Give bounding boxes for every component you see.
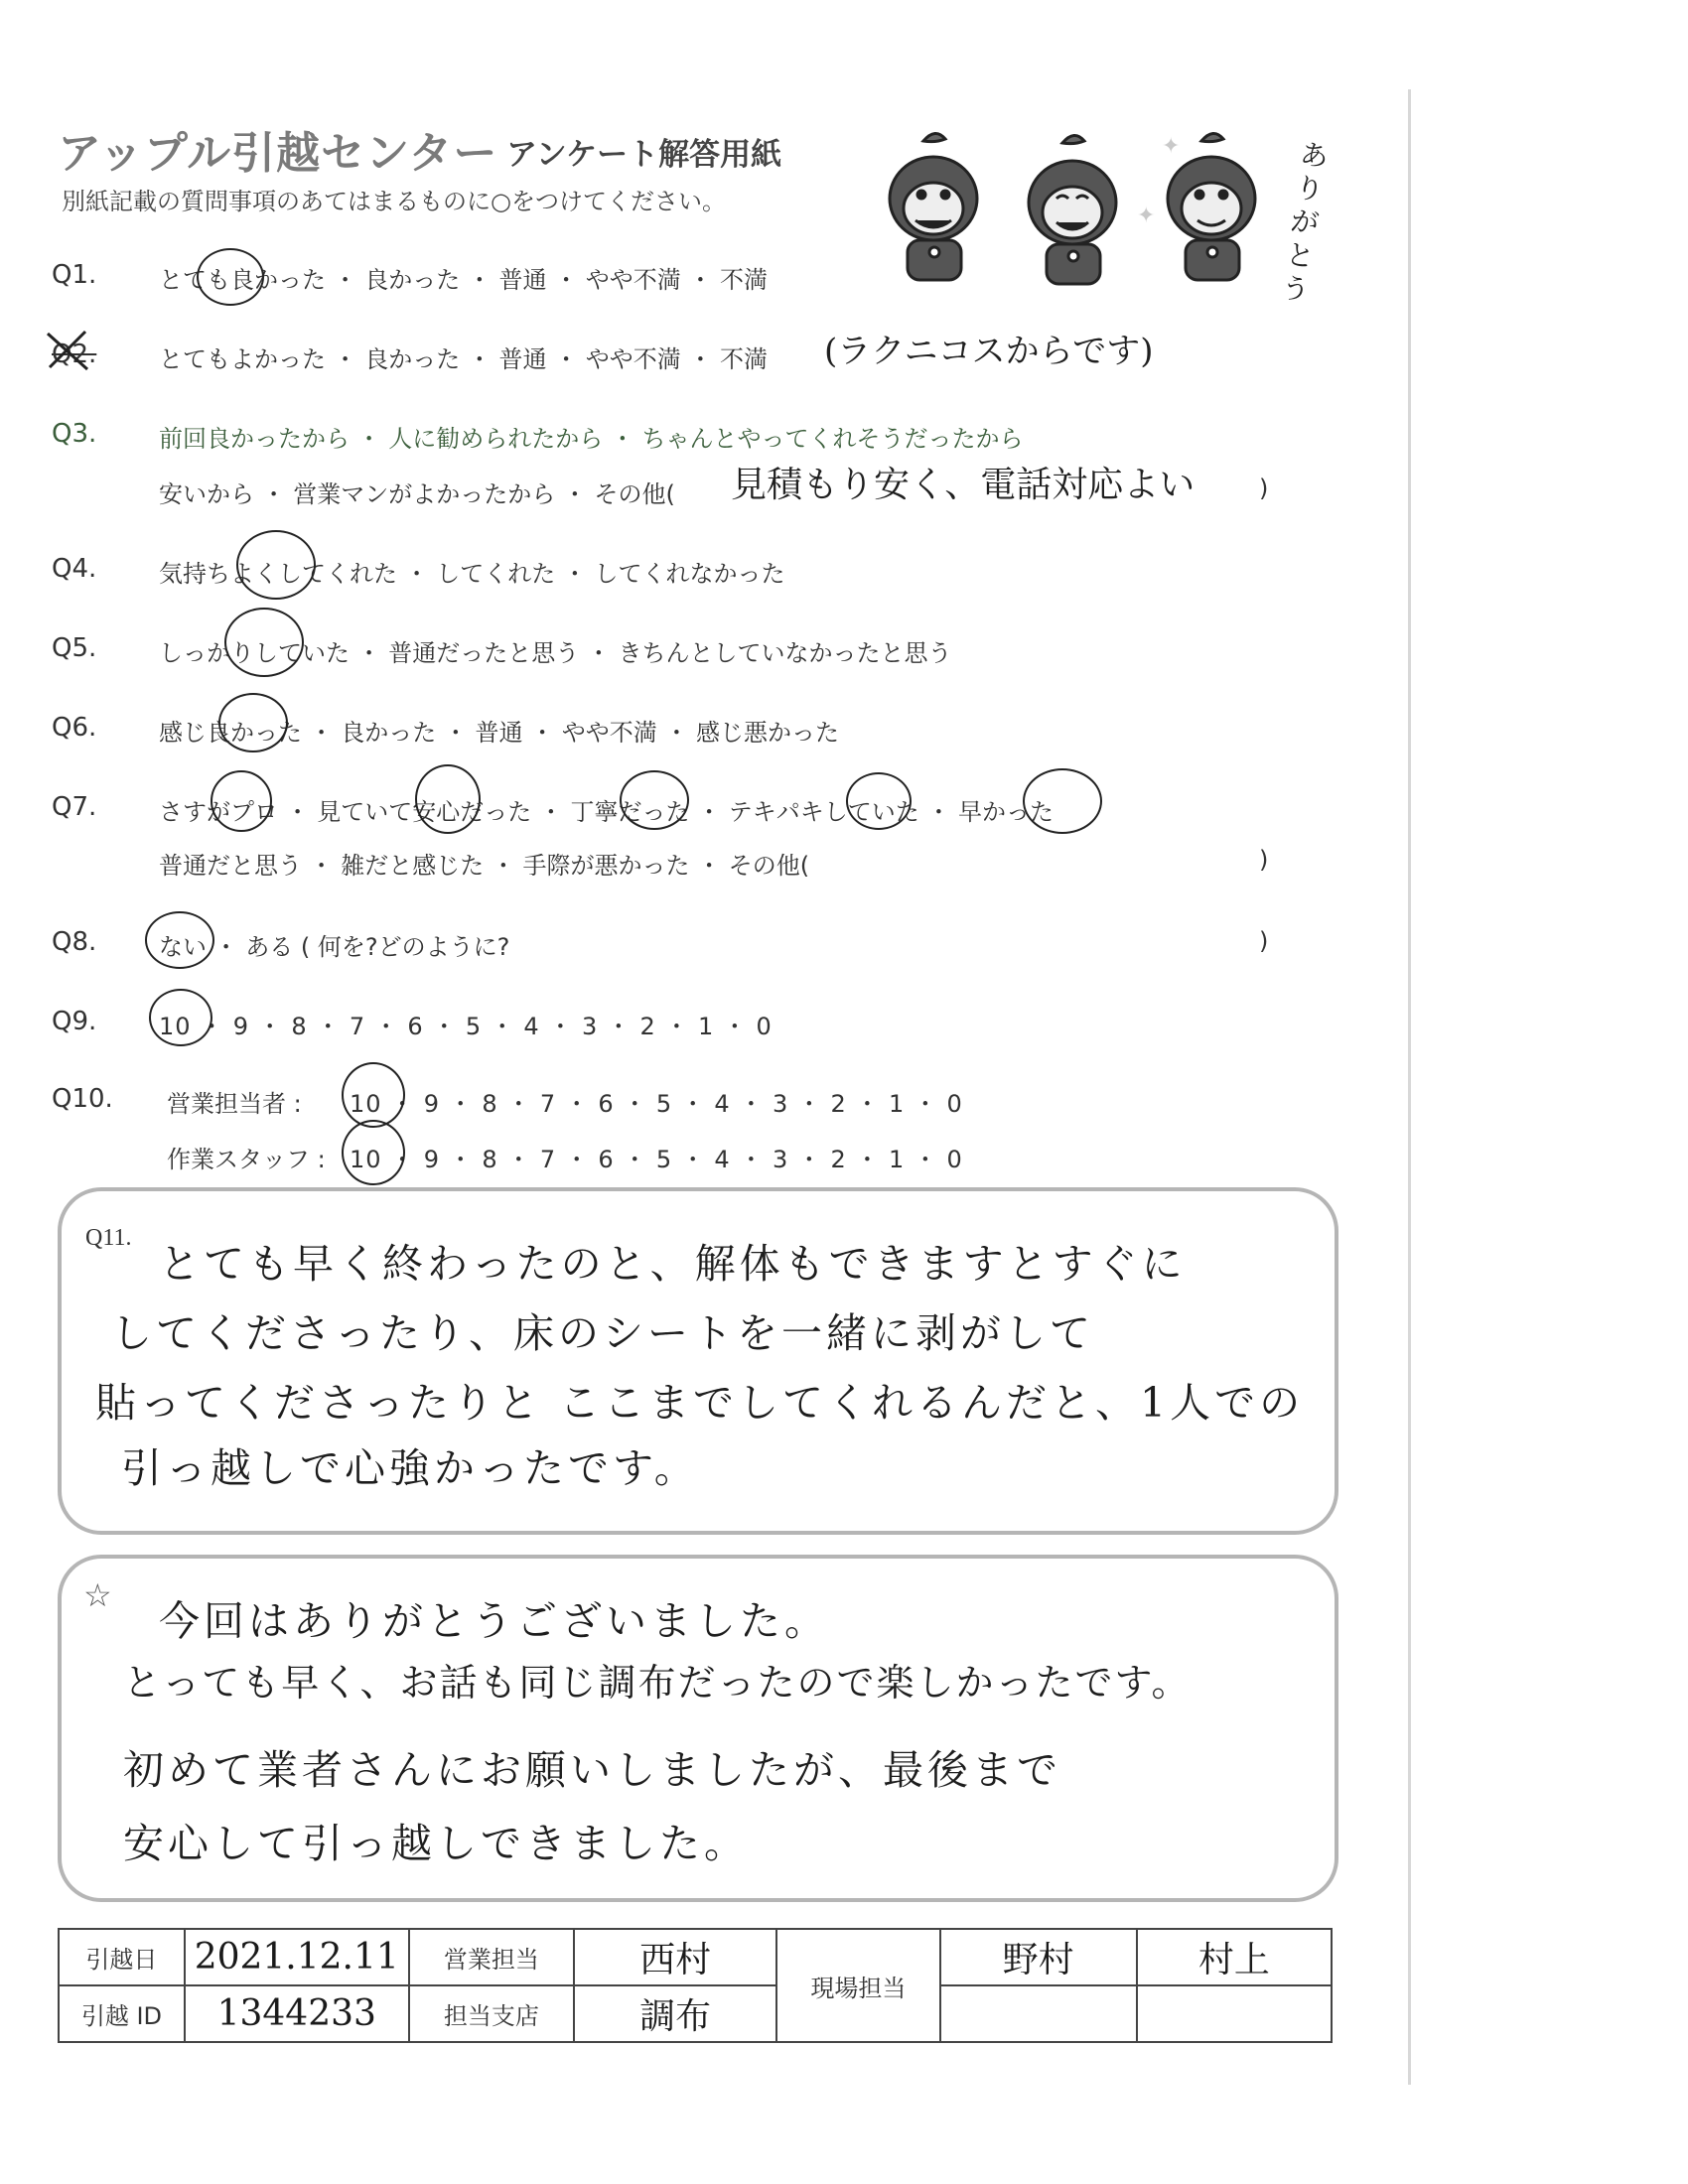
answer-circle — [224, 608, 304, 677]
q10-label: Q10. — [52, 1084, 113, 1114]
site-staff-empty — [940, 1985, 1137, 2042]
comment-handwritten-line: とっても早く、お話も同じ調布だったので楽しかったです。 — [123, 1661, 1192, 1705]
q7-label: Q7. — [52, 792, 97, 822]
answer-circle — [145, 911, 214, 969]
site-staff-name: 村上 — [1137, 1929, 1332, 1985]
answer-circle — [415, 764, 481, 834]
q2-label: Q2. — [52, 340, 97, 369]
answer-circle — [149, 989, 212, 1046]
q2-handwritten-note: (ラクニコスからです) — [824, 332, 1154, 371]
cross-mark-icon — [44, 328, 93, 373]
move-date-value: 2021.12.11 — [185, 1929, 409, 1985]
answer-circle — [236, 530, 316, 600]
q7-options-line2: 普通だと思う ・ 雑だと感じた ・ 手際が悪かった ・ その他( — [159, 852, 810, 880]
comment-handwritten-line: 安心して引っ越しできました。 — [123, 1820, 749, 1867]
sales-rep-label: 営業担当 — [409, 1929, 574, 1985]
move-date-label: 引越日 — [59, 1929, 185, 1985]
move-id-value: 1344233 — [185, 1985, 409, 2042]
q1-options: とても良かった ・ 良かった ・ 普通 ・ やや不満 ・ 不満 — [159, 266, 769, 294]
q3-label: Q3. — [52, 419, 97, 449]
site-staff-empty — [1137, 1985, 1332, 2042]
q5-label: Q5. — [52, 633, 97, 663]
q11-label: Q11. — [85, 1225, 132, 1251]
q3-options-line1: 前回良かったから ・ 人に勧められたから ・ ちゃんとやってくれそうだったから — [159, 425, 1024, 453]
q11-handwritten-line: とても早く終わったのと、解体もできますとすぐに — [159, 1240, 1187, 1288]
q3-close-paren: ) — [1259, 475, 1269, 502]
answer-circle — [218, 693, 288, 752]
instruction-text: 別紙記載の質問事項のあてはまるものに○をつけてください。 — [62, 188, 726, 215]
q8-options: ない ・ ある ( 何を?どのように? — [159, 933, 510, 961]
move-info-table — [58, 1928, 1333, 2043]
answer-circle — [1023, 768, 1102, 834]
q6-options: 感じ良かった ・ 良かった ・ 普通 ・ やや不満 ・ 感じ悪かった — [159, 719, 840, 747]
q11-handwritten-line: 貼ってくださったりと ここまでしてくれるんだと、1人での — [95, 1379, 1305, 1427]
q9-scale: 10 ・ 9 ・ 8 ・ 7 ・ 6 ・ 5 ・ 4 ・ 3 ・ 2 ・ 1 ・ 0 — [159, 1013, 773, 1040]
star-icon: ☆ — [83, 1576, 112, 1614]
q1-label: Q1. — [52, 260, 97, 290]
q11-handwritten-line: してくださったり、床のシートを一緒に剥がして — [111, 1309, 1094, 1357]
q4-label: Q4. — [52, 554, 97, 584]
q3-options-line2: 安いから ・ 営業マンがよかったから ・ その他( — [159, 480, 675, 508]
q10-sales-label: 営業担当者 : — [167, 1090, 302, 1118]
q5-options: しっかりしていた ・ 普通だったと思う ・ きちんとしていなかったと思う — [159, 639, 952, 667]
q11-handwritten-line: 引っ越しで心強かったです。 — [121, 1444, 699, 1492]
sparkle-icon: ✦ — [1162, 134, 1181, 159]
q8-label: Q8. — [52, 927, 97, 957]
q10-sales-scale: 10 ・ 9 ・ 8 ・ 7 ・ 6 ・ 5 ・ 4 ・ 3 ・ 2 ・ 1 ・ 0 — [350, 1090, 963, 1118]
site-staff-label: 現場担当 — [776, 1929, 939, 2042]
q10-staff-label: 作業スタッフ : — [167, 1146, 326, 1173]
q2-options: とてもよかった ・ 良かった ・ 普通 ・ やや不満 ・ 不満 — [159, 345, 769, 373]
monkey-mascot-icon — [864, 129, 1301, 298]
q7-options-line1: さすがプロ ・ 見ていて安心だった ・ 丁寧だった ・ テキパキしていた ・ 早かった — [159, 798, 1055, 826]
sales-rep-name: 西村 — [574, 1929, 776, 1985]
answer-circle — [342, 1062, 405, 1128]
answer-circle — [197, 248, 264, 306]
answer-circle — [846, 772, 912, 830]
q6-label: Q6. — [52, 713, 97, 743]
answer-circle — [620, 770, 689, 830]
move-id-label: 引越 ID — [59, 1985, 185, 2042]
q10-staff-scale: 10 ・ 9 ・ 8 ・ 7 ・ 6 ・ 5 ・ 4 ・ 3 ・ 2 ・ 1 ・ 0 — [350, 1146, 963, 1173]
q8-close-paren: ) — [1259, 927, 1269, 955]
comment-handwritten-line: 初めて業者さんにお願いしましたが、最後まで — [123, 1746, 1061, 1794]
page-edge — [1408, 89, 1411, 2085]
q3-handwritten-note: 見積もり安く、電話対応よい — [731, 465, 1196, 505]
company-title: アップル引越センター — [58, 128, 498, 179]
form-title: アンケート解答用紙 — [506, 137, 782, 173]
comment-handwritten-line: 今回はありがとうございました。 — [159, 1597, 829, 1645]
sparkle-icon: ✦ — [1137, 204, 1156, 228]
q4-options: 気持ちよくしてくれた ・ してくれた ・ してくれなかった — [159, 560, 785, 588]
q7-close-paren: ) — [1259, 846, 1269, 874]
branch-name: 調布 — [574, 1985, 776, 2042]
mascot-message: ありがとう — [1279, 137, 1331, 308]
answer-circle — [211, 770, 272, 832]
site-staff-name: 野村 — [940, 1929, 1137, 1985]
answer-circle — [342, 1120, 405, 1185]
q9-label: Q9. — [52, 1007, 97, 1036]
branch-label: 担当支店 — [409, 1985, 574, 2042]
